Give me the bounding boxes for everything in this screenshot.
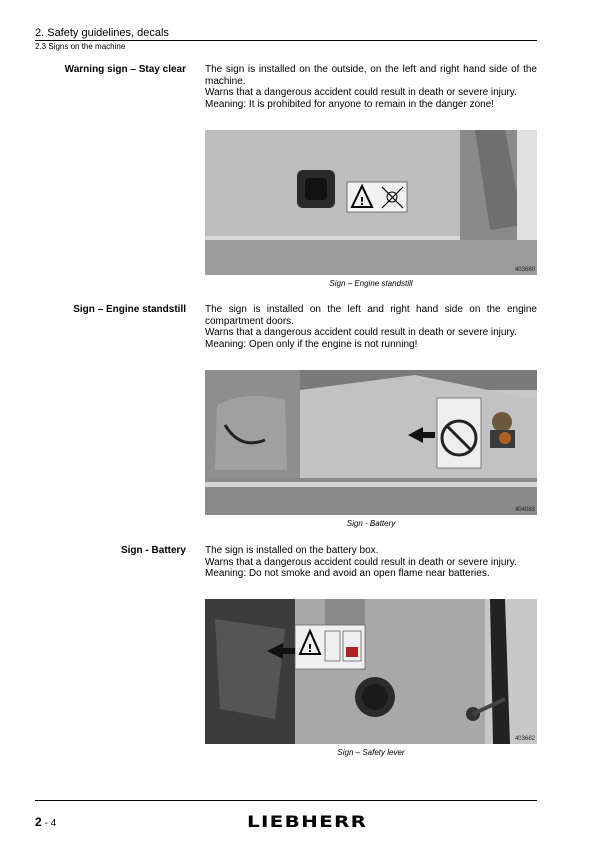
svg-text:!: !: [307, 642, 313, 655]
photo-id: 404083: [514, 507, 535, 513]
photo-warning-sign-illustration: [205, 130, 537, 275]
section-label-warning-stay-clear: Warning sign – Stay clear: [64, 64, 186, 75]
text-line: Meaning: Do not smoke and avoid an open flame near batteries.: [205, 568, 490, 579]
section-text-warning-stay-clear: [205, 64, 537, 110]
text-line: The sign is installed on the battery box.: [205, 545, 379, 556]
caption: Sign – Engine standstill: [329, 279, 413, 288]
page-number: [35, 815, 56, 829]
text-line: Warns that a dangerous accident could result in death or severe injury.: [205, 556, 517, 568]
section-label-battery: Sign - Battery: [120, 545, 186, 556]
photo-battery: [205, 599, 537, 744]
photo-battery-illustration: [205, 599, 537, 744]
text-line: The sign is installed on the outside, on the left and right hand side of the machine.: [205, 64, 537, 87]
text-line: Warns that a dangerous accident could result in death or severe injury.: [205, 327, 517, 338]
text-line: Meaning: It is prohibited for anyone to remain in the danger zone!: [205, 98, 495, 110]
liebherr-logo: LIEBHERR: [247, 812, 368, 831]
header-rule: [35, 40, 537, 41]
text-line: Warns that a dangerous accident could result in death or severe injury.: [205, 87, 517, 98]
section-label-engine-standstill: Sign – Engine standstill: [73, 304, 186, 315]
photo-warning-sign: [205, 130, 537, 275]
section-subtitle: 2.3 Signs on the machine: [35, 42, 126, 51]
page-index: - 4: [41, 818, 57, 829]
caption: Sign - Battery: [346, 519, 396, 528]
footer-rule: [35, 800, 537, 801]
photo-id: 403680: [514, 267, 535, 273]
svg-text:!: !: [359, 195, 365, 208]
section-text-engine-standstill: [205, 304, 537, 350]
page-chapter: 2: [35, 815, 42, 829]
text-line: Meaning: Open only if the engine is not running!: [205, 338, 418, 350]
section-text-battery: [205, 545, 537, 580]
photo-engine-standstill: [205, 370, 537, 515]
photo-engine-standstill-illustration: [205, 370, 537, 515]
photo-id: 403682: [514, 736, 535, 742]
caption: Sign – Safety lever: [337, 748, 405, 757]
chapter-title: 2. Safety guidelines, decals: [35, 27, 169, 39]
text-line: The sign is installed on the left and right hand side on the engine compartment doors.: [205, 304, 537, 327]
